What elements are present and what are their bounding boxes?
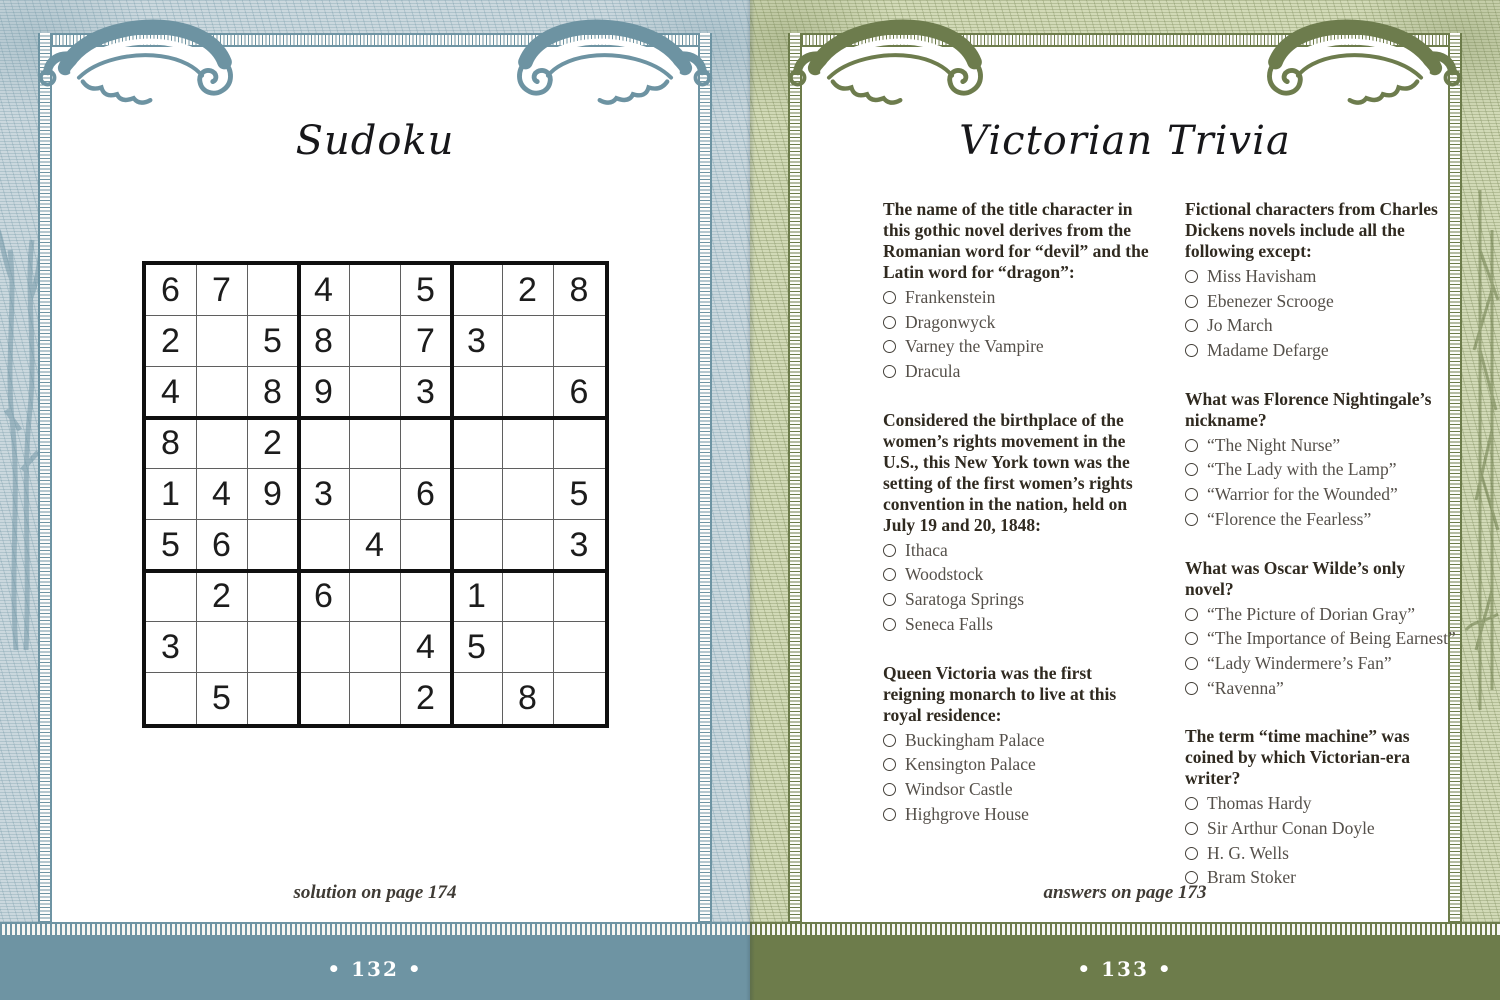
sudoku-cell: 1 xyxy=(452,571,503,622)
radio-circle-icon xyxy=(883,808,896,821)
sudoku-cell xyxy=(452,418,503,469)
sudoku-cell: 3 xyxy=(452,316,503,367)
trivia-option xyxy=(1185,266,1457,288)
trivia-option-label: Ebenezer Scrooge xyxy=(1207,290,1334,311)
sudoku-cell xyxy=(299,673,350,724)
trivia-option xyxy=(883,361,1155,383)
sudoku-cell: 2 xyxy=(401,673,452,724)
trivia-question: Fictional characters from Charles Dickens novels include all the following except: xyxy=(1185,199,1438,261)
radio-circle-icon xyxy=(1185,295,1198,308)
trivia-question: The name of the title character in this gothic novel derives from the Romanian word for “devil” and the Latin word for “dragon”: xyxy=(883,199,1149,282)
trivia-option xyxy=(883,804,1155,826)
sudoku-cell: 9 xyxy=(248,469,299,520)
sudoku-cell xyxy=(299,520,350,571)
sudoku-cell: 5 xyxy=(401,265,452,316)
sudoku-cell: 5 xyxy=(197,673,248,724)
trivia-option-label: Sir Arthur Conan Doyle xyxy=(1207,817,1375,838)
sudoku-cell: 7 xyxy=(197,265,248,316)
trivia-option-label: Varney the Vampire xyxy=(905,336,1044,357)
sudoku-cell: 2 xyxy=(248,418,299,469)
sudoku-cell: 2 xyxy=(197,571,248,622)
sudoku-cell: 8 xyxy=(146,418,197,469)
book-gutter-shadow xyxy=(746,0,755,1000)
sudoku-cell xyxy=(401,418,452,469)
page-title-sudoku: Sudoku xyxy=(295,118,455,164)
trivia-question: The term “time machine” was coined by which Victorian-era writer? xyxy=(1185,726,1411,789)
sudoku-box-divider xyxy=(146,416,605,420)
bottom-tick-border xyxy=(750,922,1500,937)
radio-circle-icon xyxy=(1185,463,1198,476)
sudoku-cell xyxy=(452,673,503,724)
sudoku-cell xyxy=(452,367,503,418)
sudoku-cell xyxy=(554,673,605,724)
right-page-number-band xyxy=(750,937,1500,1000)
trivia-question-block xyxy=(1185,199,1457,362)
trivia-option xyxy=(1185,484,1457,506)
trivia-columns xyxy=(840,199,1457,916)
trivia-option-label: Saratoga Springs xyxy=(905,589,1025,610)
sudoku-cell: 8 xyxy=(554,265,605,316)
sudoku-cell: 8 xyxy=(299,316,350,367)
trivia-option-label: H. G. Wells xyxy=(1207,842,1289,863)
radio-circle-icon xyxy=(883,365,896,378)
sudoku-cell xyxy=(350,418,401,469)
trivia-option xyxy=(883,564,1155,586)
trivia-option-label: Seneca Falls xyxy=(905,613,993,634)
sudoku-cell: 6 xyxy=(401,469,452,520)
trivia-question-block xyxy=(883,663,1155,826)
trivia-option xyxy=(1185,459,1457,481)
sudoku-cell: 5 xyxy=(554,469,605,520)
trivia-option-label: “Lady Windermere’s Fan” xyxy=(1207,652,1392,673)
trivia-option-label: Bram Stoker xyxy=(1207,867,1296,888)
trivia-question: Queen Victoria was the first reigning monarch to live at this royal residence: xyxy=(883,662,1117,725)
page-number: • 133 • xyxy=(1077,956,1173,981)
sudoku-cell xyxy=(554,316,605,367)
sudoku-cell xyxy=(503,622,554,673)
sudoku-cell xyxy=(248,520,299,571)
radio-circle-icon xyxy=(1185,847,1198,860)
trivia-option-label: Kensington Palace xyxy=(905,754,1036,775)
trivia-column-left xyxy=(883,199,1155,916)
sudoku-cell xyxy=(503,418,554,469)
sudoku-cell xyxy=(503,316,554,367)
sudoku-cell xyxy=(350,469,401,520)
sudoku-cell: 5 xyxy=(248,316,299,367)
sudoku-cell: 3 xyxy=(299,469,350,520)
trivia-option-label: Woodstock xyxy=(905,564,984,585)
trivia-option xyxy=(883,287,1155,309)
sudoku-cell xyxy=(554,622,605,673)
trivia-option-label: “The Lady with the Lamp” xyxy=(1207,459,1397,480)
radio-circle-icon xyxy=(883,291,896,304)
radio-circle-icon xyxy=(1185,319,1198,332)
trivia-option-label: “Ravenna” xyxy=(1207,677,1284,698)
radio-circle-icon xyxy=(1185,344,1198,357)
trivia-option xyxy=(1185,793,1457,815)
radio-circle-icon xyxy=(1185,797,1198,810)
bottom-tick-border xyxy=(0,922,750,937)
trivia-question-block xyxy=(1185,389,1457,531)
trivia-option xyxy=(883,312,1155,334)
sudoku-cell: 7 xyxy=(401,316,452,367)
sudoku-cell xyxy=(554,418,605,469)
trivia-option-label: Buckingham Palace xyxy=(905,729,1045,750)
sudoku-cell xyxy=(299,622,350,673)
trivia-option xyxy=(1185,628,1457,650)
radio-circle-icon xyxy=(883,783,896,796)
frame-border-left xyxy=(788,33,802,922)
sudoku-cell xyxy=(248,265,299,316)
trivia-option xyxy=(1185,818,1457,840)
page-title-victorian-trivia: Victorian Trivia xyxy=(959,118,1291,164)
sudoku-cell: 4 xyxy=(401,622,452,673)
sudoku-cell: 6 xyxy=(554,367,605,418)
sudoku-cell xyxy=(350,367,401,418)
sudoku-cell: 2 xyxy=(503,265,554,316)
radio-circle-icon xyxy=(883,593,896,606)
radio-circle-icon xyxy=(883,734,896,747)
sudoku-cell xyxy=(248,571,299,622)
trivia-option xyxy=(883,730,1155,752)
left-page-number-band xyxy=(0,937,750,1000)
trivia-question-block xyxy=(883,410,1155,636)
trivia-column-right xyxy=(1185,199,1457,916)
sudoku-cell xyxy=(452,469,503,520)
trivia-question: Considered the birthplace of the women’s rights movement in the U.S., this New York town was the setting of the first women’s rights convention in the nation, held on July 19 and 20, 1848: xyxy=(883,409,1133,535)
sudoku-cell: 6 xyxy=(197,520,248,571)
trivia-option-label: Jo March xyxy=(1207,315,1273,336)
trivia-option xyxy=(1185,435,1457,457)
radio-circle-icon xyxy=(883,544,896,557)
trivia-question-block xyxy=(1185,726,1457,889)
solution-reference: solution on page 174 xyxy=(293,882,457,903)
trivia-option-label: “The Importance of Being Earnest” xyxy=(1207,628,1456,649)
radio-circle-icon xyxy=(1185,608,1198,621)
sudoku-cell xyxy=(452,520,503,571)
sudoku-cell xyxy=(401,571,452,622)
trivia-option xyxy=(883,614,1155,636)
trivia-option-label: Madame Defarge xyxy=(1207,340,1329,361)
trivia-option xyxy=(883,754,1155,776)
sudoku-cell: 4 xyxy=(299,265,350,316)
radio-circle-icon xyxy=(1185,822,1198,835)
sudoku-box-divider xyxy=(450,265,454,724)
trivia-question-block xyxy=(883,199,1155,383)
sudoku-cell: 6 xyxy=(299,571,350,622)
trivia-option xyxy=(883,540,1155,562)
radio-circle-icon xyxy=(1185,488,1198,501)
sudoku-cell xyxy=(350,571,401,622)
sudoku-cell xyxy=(248,673,299,724)
sudoku-cell xyxy=(146,673,197,724)
sudoku-cell xyxy=(197,622,248,673)
trivia-option-label: Highgrove House xyxy=(905,803,1029,824)
trivia-option-label: Windsor Castle xyxy=(905,778,1013,799)
sudoku-cell xyxy=(452,265,503,316)
scroll-flourish-icon xyxy=(782,17,997,110)
trivia-option-label: “Florence the Fearless” xyxy=(1207,508,1372,529)
sudoku-cell xyxy=(146,571,197,622)
sudoku-cell xyxy=(350,673,401,724)
scroll-flourish-icon xyxy=(32,17,247,110)
trivia-option-label: “The Picture of Dorian Gray” xyxy=(1207,603,1415,624)
sudoku-cell: 3 xyxy=(146,622,197,673)
trivia-option-label: Frankenstein xyxy=(905,287,996,307)
sudoku-cell xyxy=(554,571,605,622)
trivia-question: What was Florence Nightingale’s nickname? xyxy=(1185,388,1432,430)
radio-circle-icon xyxy=(1185,439,1198,452)
sudoku-cell xyxy=(197,316,248,367)
sudoku-cell: 1 xyxy=(146,469,197,520)
trivia-option-label: Miss Havisham xyxy=(1207,266,1317,286)
trivia-option xyxy=(1185,843,1457,865)
sudoku-cell: 5 xyxy=(452,622,503,673)
sudoku-cell: 5 xyxy=(146,520,197,571)
trivia-question: What was Oscar Wilde’s only novel? xyxy=(1185,557,1406,599)
sudoku-cell: 4 xyxy=(350,520,401,571)
radio-circle-icon xyxy=(883,758,896,771)
sudoku-puzzle xyxy=(38,261,712,728)
sudoku-cell xyxy=(503,571,554,622)
trivia-option xyxy=(1185,315,1457,337)
radio-circle-icon xyxy=(1185,270,1198,283)
trivia-question-block xyxy=(1185,558,1457,700)
sudoku-cell: 8 xyxy=(503,673,554,724)
trivia-option xyxy=(1185,509,1457,531)
sudoku-cell xyxy=(503,520,554,571)
radio-circle-icon xyxy=(883,340,896,353)
answers-reference: answers on page 173 xyxy=(1043,882,1207,903)
trivia-option xyxy=(883,589,1155,611)
sudoku-box-divider xyxy=(297,265,301,724)
sudoku-cell xyxy=(197,367,248,418)
trivia-option-label: “The Night Nurse” xyxy=(1207,434,1341,455)
sudoku-cell xyxy=(248,622,299,673)
sudoku-cell xyxy=(299,418,350,469)
sudoku-cell: 9 xyxy=(299,367,350,418)
sudoku-box-divider xyxy=(146,569,605,573)
trivia-option xyxy=(1185,653,1457,675)
page-number: • 132 • xyxy=(327,956,423,981)
trivia-option-label: “Warrior for the Wounded” xyxy=(1207,484,1398,505)
trivia-option xyxy=(1185,604,1457,626)
trivia-option-label: Dracula xyxy=(905,361,961,382)
sudoku-cell xyxy=(503,367,554,418)
radio-circle-icon xyxy=(883,618,896,631)
sudoku-cell xyxy=(350,622,401,673)
trivia-option-label: Dragonwyck xyxy=(905,311,996,332)
sudoku-cell: 8 xyxy=(248,367,299,418)
trivia-option xyxy=(883,779,1155,801)
sudoku-cell: 4 xyxy=(197,469,248,520)
left-page-panel xyxy=(38,33,712,922)
sudoku-cell xyxy=(503,469,554,520)
sudoku-cell xyxy=(197,418,248,469)
trivia-option-label: Thomas Hardy xyxy=(1207,793,1312,814)
radio-circle-icon xyxy=(1185,632,1198,645)
trivia-option xyxy=(1185,678,1457,700)
trivia-option xyxy=(883,336,1155,358)
radio-circle-icon xyxy=(1185,657,1198,670)
sudoku-cell xyxy=(350,316,401,367)
sudoku-cell: 3 xyxy=(554,520,605,571)
ship-etching xyxy=(1460,170,1500,730)
sudoku-cell xyxy=(350,265,401,316)
sudoku-cell xyxy=(401,520,452,571)
trivia-option-label: Ithaca xyxy=(905,539,948,560)
trivia-option xyxy=(1185,340,1457,362)
sudoku-grid xyxy=(142,261,609,728)
trivia-option xyxy=(1185,291,1457,313)
radio-circle-icon xyxy=(1185,682,1198,695)
radio-circle-icon xyxy=(883,568,896,581)
tree-etching xyxy=(0,130,42,650)
radio-circle-icon xyxy=(883,316,896,329)
sudoku-cell: 2 xyxy=(146,316,197,367)
right-page-panel xyxy=(788,33,1462,922)
scroll-flourish-icon xyxy=(1253,17,1468,110)
sudoku-cell: 6 xyxy=(146,265,197,316)
right-page xyxy=(750,0,1500,1000)
radio-circle-icon xyxy=(1185,513,1198,526)
scroll-flourish-icon xyxy=(503,17,718,110)
sudoku-cell: 4 xyxy=(146,367,197,418)
sudoku-cell: 3 xyxy=(401,367,452,418)
